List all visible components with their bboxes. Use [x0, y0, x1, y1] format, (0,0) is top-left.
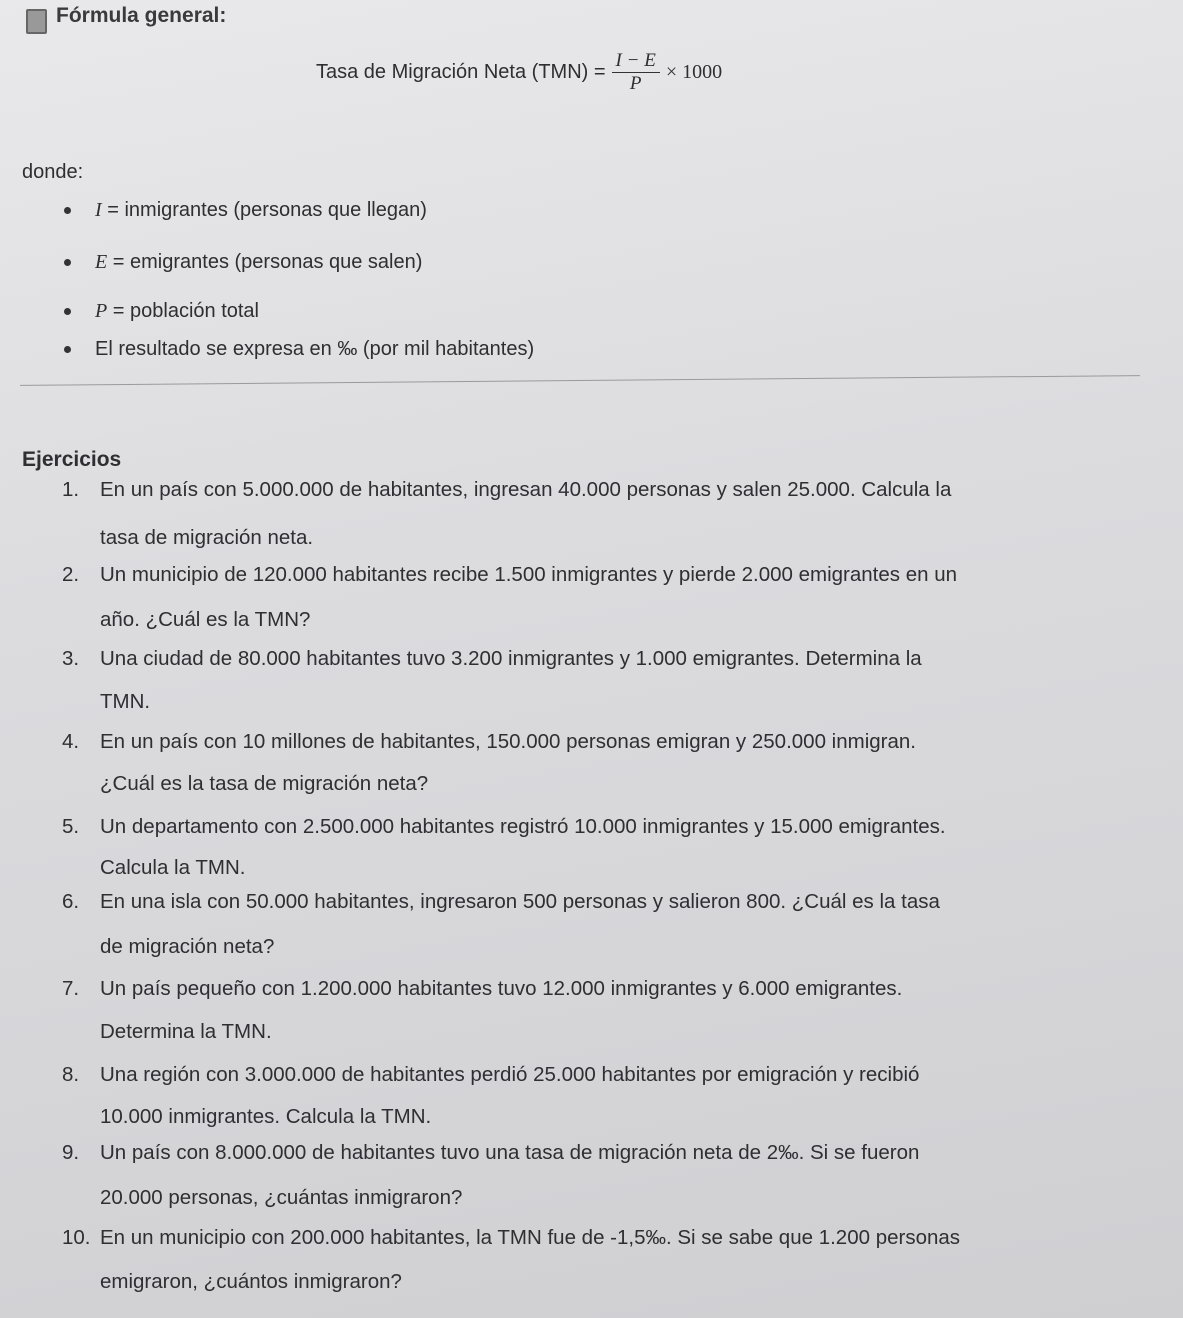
- exercises-title: Ejercicios: [22, 448, 122, 471]
- definition-text: = inmigrantes (personas que llegan): [101, 199, 427, 221]
- exercise-number: 6.: [62, 890, 80, 913]
- exercise-number: 1.: [62, 478, 80, 501]
- formula-fraction: [612, 50, 660, 95]
- definition-text: = población total: [107, 300, 259, 322]
- bullet-icon: [64, 207, 71, 214]
- definition-item: [64, 338, 534, 361]
- exercise-text: Una región con 3.000.000 de habitantes perdió 25.000 habitantes por emigración y recibió: [100, 1063, 920, 1086]
- exercise-text: año. ¿Cuál es la TMN?: [100, 608, 311, 631]
- exercise-text: Una ciudad de 80.000 habitantes tuvo 3.200 inmigrantes y 1.000 emigrantes. Determina la: [100, 647, 922, 670]
- exercise-text: de migración neta?: [100, 935, 275, 958]
- exercise-text: Calcula la TMN.: [100, 856, 246, 879]
- exercise-text: ¿Cuál es la tasa de migración neta?: [100, 772, 429, 795]
- exercise-number: 2.: [62, 563, 80, 586]
- exercise-number: 4.: [62, 730, 80, 753]
- definition-item: [64, 199, 427, 222]
- donde-label: donde:: [22, 161, 84, 183]
- formula: [316, 50, 722, 95]
- exercise-text: emigraron, ¿cuántos inmigraron?: [100, 1270, 402, 1293]
- exercise-text: Un país pequeño con 1.200.000 habitantes tuvo 12.000 inmigrantes y 6.000 emigrantes.: [100, 977, 903, 1000]
- exercise-number: 3.: [62, 647, 80, 670]
- symbol: P: [95, 300, 108, 322]
- exercise-number: 8.: [62, 1063, 80, 1086]
- exercise-text: Un municipio de 120.000 habitantes recibe 1.500 inmigrantes y pierde 2.000 emigrantes en un: [100, 563, 957, 586]
- formula-label: Tasa de Migración Neta (TMN) =: [316, 61, 606, 83]
- definition-item: [64, 300, 259, 323]
- exercise-text: Un departamento con 2.500.000 habitantes registró 10.000 inmigrantes y 15.000 emigrantes.: [100, 815, 946, 838]
- exercise-text: Determina la TMN.: [100, 1020, 272, 1043]
- exercise-text: En una isla con 50.000 habitantes, ingresaron 500 personas y salieron 800. ¿Cuál es la tasa: [100, 890, 940, 913]
- exercise-text: En un municipio con 200.000 habitantes, la TMN fue de -1,5‰. Si se sabe que 1.200 personas: [100, 1226, 961, 1249]
- exercise-text: TMN.: [100, 690, 151, 713]
- bullet-icon: [64, 259, 71, 266]
- formula-denominator: P: [629, 73, 642, 94]
- exercise-text: tasa de migración neta.: [100, 526, 314, 549]
- symbol: I: [95, 199, 102, 221]
- book-icon: [26, 9, 47, 34]
- definition-item: [64, 251, 422, 274]
- formula-multiplier: × 1000: [665, 61, 723, 83]
- exercise-text: 20.000 personas, ¿cuántas inmigraron?: [100, 1186, 463, 1209]
- exercise-text: Un país con 8.000.000 de habitantes tuvo una tasa de migración neta de 2‰. Si se fueron: [100, 1141, 920, 1164]
- bullet-icon: [64, 308, 71, 315]
- exercise-number: 7.: [62, 977, 80, 1000]
- bullet-icon: [64, 346, 71, 353]
- exercise-text: 10.000 inmigrantes. Calcula la TMN.: [100, 1105, 432, 1128]
- definition-text: = emigrantes (personas que salen): [107, 251, 423, 273]
- formula-numerator: I − E: [612, 50, 660, 73]
- divider: [20, 375, 1140, 386]
- section-heading: Fórmula general:: [56, 4, 227, 27]
- exercise-number: 9.: [62, 1141, 80, 1164]
- symbol: E: [95, 251, 108, 273]
- exercise-number: 5.: [62, 815, 80, 838]
- exercise-text: En un país con 10 millones de habitantes, 150.000 personas emigran y 250.000 inmigran.: [100, 730, 916, 753]
- exercise-text: En un país con 5.000.000 de habitantes, ingresan 40.000 personas y salen 25.000. Calcula la: [100, 478, 952, 501]
- exercise-number: 10.: [62, 1226, 91, 1249]
- definition-text: El resultado se expresa en ‰ (por mil habitantes): [95, 338, 535, 360]
